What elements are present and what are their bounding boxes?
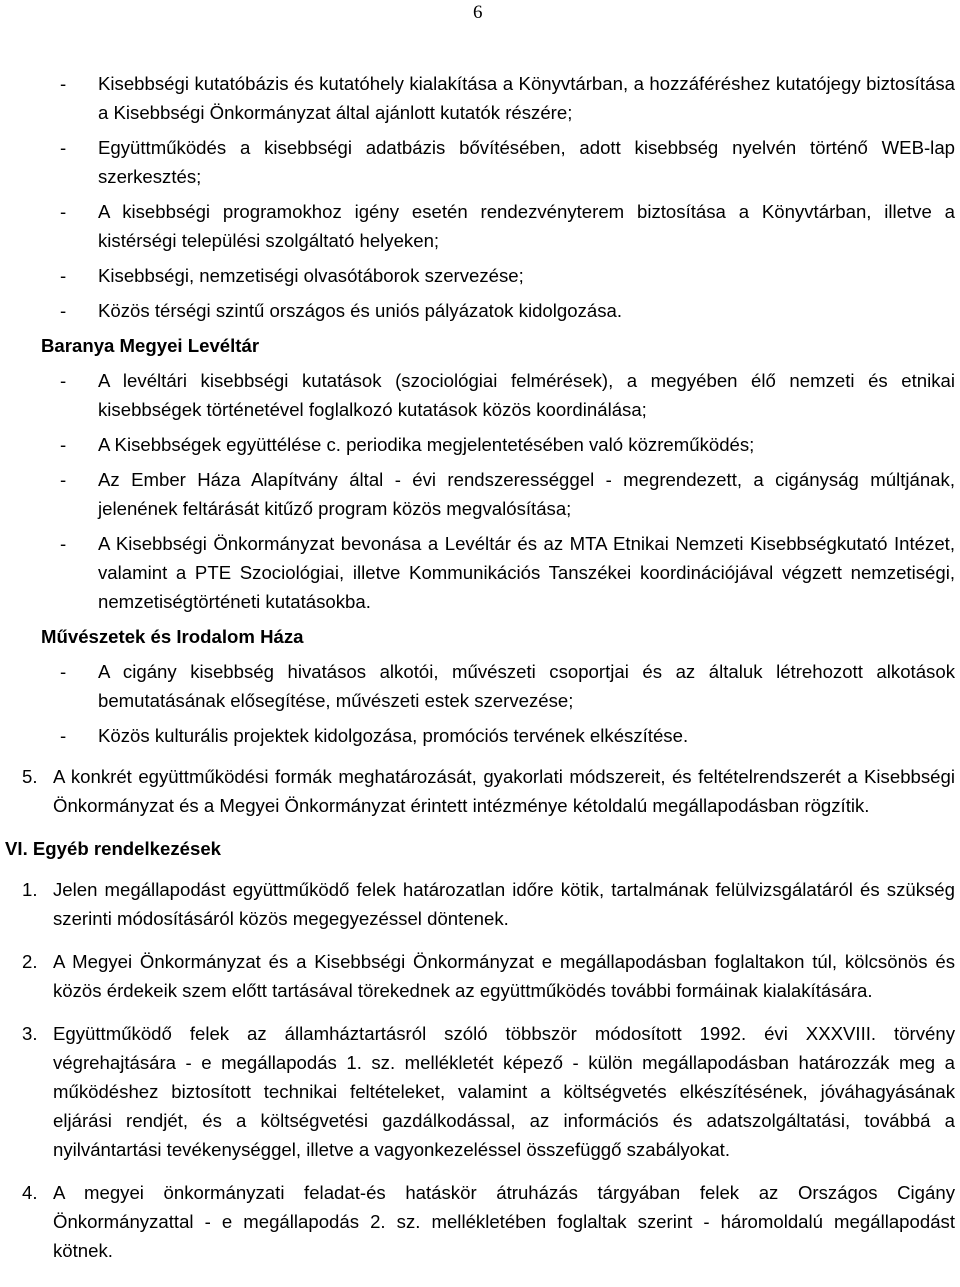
dash-marker: - bbox=[60, 725, 67, 746]
list-item bbox=[41, 366, 955, 424]
list-item-text: A levéltári kisebbségi kutatások (szociológiai felmérések), a megyében élő nemzeti és etnikai kisebbségek történetével foglalkozó kutatások közös koordinálása; bbox=[98, 370, 955, 420]
list-item bbox=[41, 465, 955, 523]
list-item bbox=[41, 133, 955, 191]
list-item bbox=[41, 261, 955, 290]
dash-marker: - bbox=[60, 201, 67, 222]
list-item bbox=[41, 529, 955, 616]
paragraph-text: Együttműködő felek az államháztartásról szóló többször módosított 1992. évi XXXVIII. törvény végrehajtására - e megállapodás 1. sz. mellékletét képező - külön megállapodásban határozzák meg a működéshez biztosított technikai feltételeket, valamint a költségvetés elkészítésének, jóváhagyásának eljárási rendjét, és a költségvetési gazdálkodással, az információs és adatszolgáltatási, továbbá a nyilvántartási tevékenységgel, illetve a vagyonkezeléssel összefüggő szabályokat. bbox=[53, 1023, 955, 1160]
dash-marker: - bbox=[60, 469, 67, 490]
page-number: 6 bbox=[473, 2, 483, 23]
list-item-text: Közös kulturális projektek kidolgozása, promóciós tervének elkészítése. bbox=[98, 725, 689, 746]
paragraph-text: A konkrét együttműködési formák meghatározását, gyakorlati módszereit, és feltételrendszerét a Kisebbségi Önkormányzat és a Megyei Önkormányzat érintett intézménye kétoldalú megállapodásban rögzítik. bbox=[53, 766, 955, 816]
dash-marker: - bbox=[60, 265, 67, 286]
list-item-text: Kisebbségi, nemzetiségi olvasótáborok szervezése; bbox=[98, 265, 524, 286]
list-item-text: A Kisebbségek együttélése c. periodika megjelentetésében való közreműködés; bbox=[98, 434, 755, 455]
dash-marker: - bbox=[60, 300, 67, 321]
list-item bbox=[41, 430, 955, 459]
numbered-paragraph-5 bbox=[22, 762, 955, 820]
dash-marker: - bbox=[60, 370, 67, 391]
numbered-paragraph bbox=[22, 1178, 955, 1265]
list-item bbox=[41, 69, 955, 127]
dash-marker: - bbox=[60, 434, 67, 455]
dash-marker: - bbox=[60, 73, 67, 94]
list-item bbox=[41, 197, 955, 255]
section-heading-muveszetek: Művészetek és Irodalom Háza bbox=[41, 626, 304, 647]
dash-marker: - bbox=[60, 661, 67, 682]
list-item-text: Együttműködés a kisebbségi adatbázis bővítésében, adott kisebbség nyelvén történő WEB-lap szerkesztés; bbox=[98, 137, 955, 187]
paragraph-number: 5. bbox=[22, 766, 38, 787]
section-heading-leveltar: Baranya Megyei Levéltár bbox=[41, 335, 260, 356]
list-item-text: A cigány kisebbség hivatásos alkotói, művészeti csoportjai és az általuk létrehozott alkotások bemutatásának elősegítése, művészeti estek szervezése; bbox=[98, 661, 955, 711]
paragraph-text: A megyei önkormányzati feladat-és hatáskör átruházás tárgyában felek az Országos Cigány Önkormányzattal - e megállapodás 2. sz. mellékletében foglaltak szerint - háromoldalú megállapodást kötnek. bbox=[53, 1182, 955, 1261]
paragraph-number: 3. bbox=[22, 1023, 38, 1044]
list-item-text: Az Ember Háza Alapítvány által - évi rendszerességgel - megrendezett, a cigányság múltjának, jelenének feltárását kitűző program közös megvalósítása; bbox=[98, 469, 955, 519]
list-item-text: Közös térségi szintű országos és uniós pályázatok kidolgozása. bbox=[98, 300, 623, 321]
list-item bbox=[41, 296, 955, 325]
list-item-text: A Kisebbségi Önkormányzat bevonása a Levéltár és az MTA Etnikai Nemzeti Kisebbségkutató Intézet, valamint a PTE Szociológiai, illetve Kommunikációs Tanszékei koordinációjával végzett nemzetiségi, nemzetiségtörténeti kutatásokba. bbox=[98, 533, 955, 612]
list-item bbox=[41, 657, 955, 715]
paragraph-text: A Megyei Önkormányzat és a Kisebbségi Önkormányzat e megállapodásban foglaltakon túl, kölcsönös és közös érdekeik szem előtt tartásával törekednek az együttműködés további formáinak kialakítására. bbox=[53, 951, 955, 1001]
numbered-paragraph bbox=[22, 947, 955, 1005]
paragraph-number: 1. bbox=[22, 879, 38, 900]
list-item-text: A kisebbségi programokhoz igény esetén rendezvényterem biztosítása a Könyvtárban, illetve a kistérségi települési szolgáltató helyeken; bbox=[98, 201, 955, 251]
paragraph-number: 4. bbox=[22, 1182, 38, 1203]
numbered-paragraph bbox=[22, 875, 955, 933]
document-body bbox=[5, 69, 955, 1271]
dash-marker: - bbox=[60, 533, 67, 554]
list-item bbox=[41, 721, 955, 750]
section-heading-vi: VI. Egyéb rendelkezések bbox=[5, 838, 222, 859]
numbered-paragraph bbox=[22, 1019, 955, 1164]
paragraph-text: Jelen megállapodást együttműködő felek határozatlan időre kötik, tartalmának felülvizsgálatáról és szükség szerinti módosításáról közös megegyezéssel döntenek. bbox=[53, 879, 955, 929]
dash-marker: - bbox=[60, 137, 67, 158]
paragraph-number: 2. bbox=[22, 951, 38, 972]
list-item-text: Kisebbségi kutatóbázis és kutatóhely kialakítása a Könyvtárban, a hozzáféréshez kutatójegy biztosítása a Kisebbségi Önkormányzat által ajánlott kutatók részére; bbox=[98, 73, 955, 123]
